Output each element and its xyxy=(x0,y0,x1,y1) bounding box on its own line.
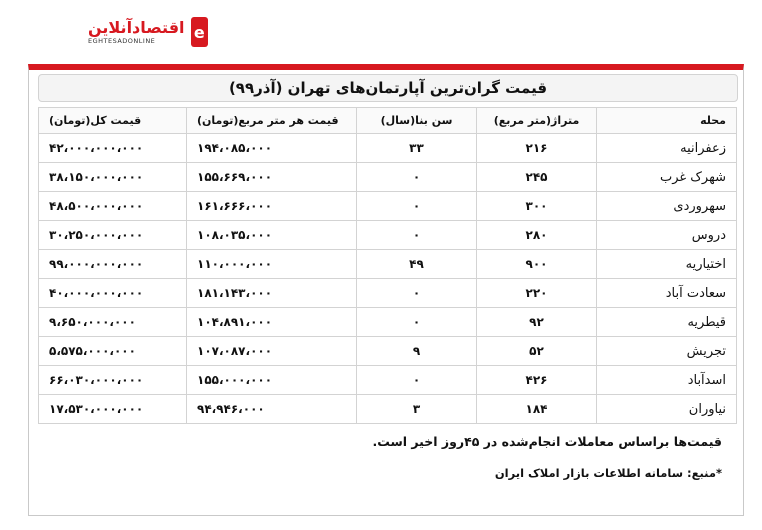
cell-area: ۹۲ xyxy=(477,308,597,337)
cell-total-price: ۴۲،۰۰۰،۰۰۰،۰۰۰ xyxy=(39,134,187,163)
table-row xyxy=(39,134,737,163)
cell-neighborhood: شهرک غرب xyxy=(597,163,737,192)
cell-age: ۰ xyxy=(357,279,477,308)
cell-area: ۴۲۶ xyxy=(477,366,597,395)
cell-area: ۱۸۴ xyxy=(477,395,597,424)
cell-age: ۹ xyxy=(357,337,477,366)
brand-logo xyxy=(88,6,208,58)
cell-age: ۰ xyxy=(357,308,477,337)
cell-neighborhood: اسدآباد xyxy=(597,366,737,395)
cell-area: ۵۲ xyxy=(477,337,597,366)
cell-total-price: ۴۸،۵۰۰،۰۰۰،۰۰۰ xyxy=(39,192,187,221)
basis-note: قیمت‌ها براساس معاملات انجام‌شده در ۴۵روز اخیر است. xyxy=(372,434,722,449)
cell-neighborhood: زعفرانیه xyxy=(597,134,737,163)
header-price-per-sqm: قیمت هر متر مربع(تومان) xyxy=(187,108,357,134)
table-header-row xyxy=(39,108,737,134)
header-area: متراژ(متر مربع) xyxy=(477,108,597,134)
table-row xyxy=(39,395,737,424)
brand-name-en: EGHTESADONLINE xyxy=(88,37,156,45)
cell-age: ۰ xyxy=(357,192,477,221)
table-row xyxy=(39,221,737,250)
cell-age: ۴۹ xyxy=(357,250,477,279)
cell-total-price: ۹۹،۰۰۰،۰۰۰،۰۰۰ xyxy=(39,250,187,279)
cell-price-per-sqm: ۱۰۸،۰۳۵،۰۰۰ xyxy=(187,221,357,250)
cell-area: ۲۴۵ xyxy=(477,163,597,192)
table-row xyxy=(39,308,737,337)
cell-neighborhood: تجریش xyxy=(597,337,737,366)
cell-neighborhood: سعادت آباد xyxy=(597,279,737,308)
table-row xyxy=(39,366,737,395)
cell-neighborhood: اختیاریه xyxy=(597,250,737,279)
cell-price-per-sqm: ۱۱۰،۰۰۰،۰۰۰ xyxy=(187,250,357,279)
cell-total-price: ۹،۶۵۰،۰۰۰،۰۰۰ xyxy=(39,308,187,337)
source-note: *منبع: سامانه اطلاعات بازار املاک ایران xyxy=(494,466,722,480)
page-title: قیمت گران‌ترین آپارتمان‌های تهران (آذر۹۹) xyxy=(38,74,738,102)
cell-total-price: ۳۸،۱۵۰،۰۰۰،۰۰۰ xyxy=(39,163,187,192)
cell-area: ۲۱۶ xyxy=(477,134,597,163)
cell-price-per-sqm: ۱۸۱،۱۴۳،۰۰۰ xyxy=(187,279,357,308)
price-table xyxy=(38,107,737,424)
cell-area: ۹۰۰ xyxy=(477,250,597,279)
brand-mark-icon: e xyxy=(191,17,208,47)
cell-neighborhood: سهروردی xyxy=(597,192,737,221)
header-neighborhood: محله xyxy=(597,108,737,134)
cell-area: ۳۰۰ xyxy=(477,192,597,221)
brand-text xyxy=(88,19,185,45)
cell-area: ۲۸۰ xyxy=(477,221,597,250)
table-row xyxy=(39,279,737,308)
cell-neighborhood: دروس xyxy=(597,221,737,250)
cell-price-per-sqm: ۱۰۷،۰۸۷،۰۰۰ xyxy=(187,337,357,366)
header-total-price: قیمت کل(تومان) xyxy=(39,108,187,134)
cell-total-price: ۵،۵۷۵،۰۰۰،۰۰۰ xyxy=(39,337,187,366)
cell-price-per-sqm: ۱۵۵،۰۰۰،۰۰۰ xyxy=(187,366,357,395)
cell-age: ۰ xyxy=(357,221,477,250)
cell-price-per-sqm: ۱۰۴،۸۹۱،۰۰۰ xyxy=(187,308,357,337)
cell-age: ۰ xyxy=(357,366,477,395)
cell-age: ۳۳ xyxy=(357,134,477,163)
cell-age: ۰ xyxy=(357,163,477,192)
cell-price-per-sqm: ۱۵۵،۶۶۹،۰۰۰ xyxy=(187,163,357,192)
cell-neighborhood: قیطریه xyxy=(597,308,737,337)
cell-total-price: ۴۰،۰۰۰،۰۰۰،۰۰۰ xyxy=(39,279,187,308)
table-row xyxy=(39,192,737,221)
cell-area: ۲۲۰ xyxy=(477,279,597,308)
table-row xyxy=(39,337,737,366)
cell-total-price: ۳۰،۲۵۰،۰۰۰،۰۰۰ xyxy=(39,221,187,250)
table-row xyxy=(39,250,737,279)
cell-price-per-sqm: ۱۹۴،۰۸۵،۰۰۰ xyxy=(187,134,357,163)
header-age: سن بنا(سال) xyxy=(357,108,477,134)
cell-total-price: ۱۷،۵۳۰،۰۰۰،۰۰۰ xyxy=(39,395,187,424)
cell-age: ۳ xyxy=(357,395,477,424)
cell-total-price: ۶۶،۰۳۰،۰۰۰،۰۰۰ xyxy=(39,366,187,395)
brand-name-fa: اقتصادآنلاین xyxy=(88,18,185,37)
cell-price-per-sqm: ۱۶۱،۶۶۶،۰۰۰ xyxy=(187,192,357,221)
cell-price-per-sqm: ۹۴،۹۴۶،۰۰۰ xyxy=(187,395,357,424)
cell-neighborhood: نیاوران xyxy=(597,395,737,424)
table-row xyxy=(39,163,737,192)
